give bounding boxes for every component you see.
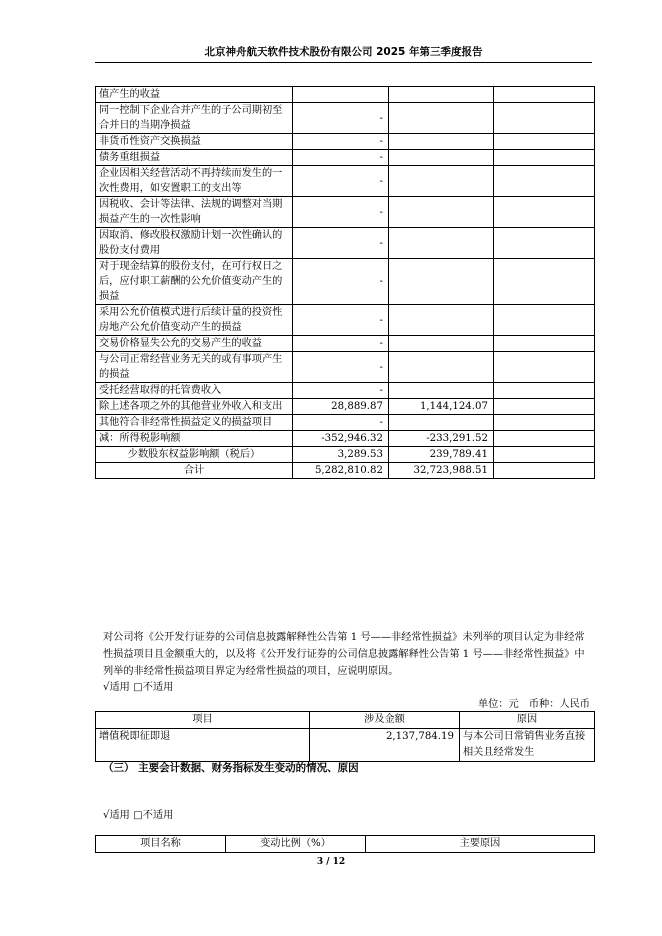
row-value — [389, 87, 494, 103]
table-row — [96, 383, 595, 399]
page-header: 北京神舟航天软件技术股份有限公司 2025 年第三季度报告 — [204, 46, 483, 58]
row-value — [389, 305, 494, 336]
row-label: 受托经营取得的托管费收入 — [96, 383, 293, 399]
change-reasons-table — [95, 835, 595, 853]
row-value — [389, 383, 494, 399]
header-rule — [95, 62, 592, 63]
table-header-row — [96, 836, 595, 853]
row-value: - — [293, 228, 389, 259]
row-label: 采用公允价值模式进行后续计量的投资性房地产公允价值变动产生的损益 — [96, 305, 293, 336]
row-value: - — [293, 103, 389, 134]
row-label: 与公司正常经营业务无关的或有事项产生的损益 — [96, 352, 293, 383]
explanation-paragraph: 对公司将《公开发行证券的公司信息披露解释性公告第 1 号——非经常性损益》未列举的项目认定为非经常性损益项目且金额重大的，以及将《公开发行证券的公司信息披露解释性公告第 1 号——非经常性损益》中列举的非经常性损益项目界定为经常性损益的项目，应说明原因。 — [103, 632, 585, 677]
row-value — [494, 447, 595, 463]
row-value: - — [293, 336, 389, 352]
row-value — [389, 228, 494, 259]
page-number: 3 / 12 — [316, 857, 346, 867]
reclassified-items-table — [95, 711, 595, 762]
row-value: - — [293, 352, 389, 383]
row-value — [494, 228, 595, 259]
row-label: 债务重组损益 — [96, 150, 293, 166]
table-row — [96, 447, 595, 463]
header-reason: 原因 — [460, 712, 595, 729]
row-value: - — [293, 383, 389, 399]
table-row — [96, 228, 595, 259]
table-row — [96, 415, 595, 431]
header-change-ratio: 变动比例（%） — [226, 836, 366, 853]
row-value: - — [293, 305, 389, 336]
row-value — [494, 87, 595, 103]
row-label: 因税收、会计等法律、法规的调整对当期损益产生的一次性影响 — [96, 197, 293, 228]
row-value — [389, 166, 494, 197]
row-value — [494, 463, 595, 479]
row-value: 239,789.41 — [389, 447, 494, 463]
row-value: 3,289.53 — [293, 447, 389, 463]
row-value — [389, 415, 494, 431]
row-value — [494, 336, 595, 352]
cell-item: 增值税即征即退 — [96, 729, 310, 762]
table-row — [96, 399, 595, 415]
row-value: 5,282,810.82 — [293, 463, 389, 479]
unit-currency-line: 单位：元 币种：人民币 — [477, 699, 590, 710]
table-header-row — [96, 712, 595, 729]
table-row — [96, 197, 595, 228]
table-row — [96, 150, 595, 166]
row-value: -352,946.32 — [293, 431, 389, 447]
row-value — [389, 150, 494, 166]
table-row — [96, 336, 595, 352]
header-amount: 涉及金额 — [310, 712, 460, 729]
row-value — [494, 259, 595, 305]
row-value — [494, 399, 595, 415]
row-value: - — [293, 134, 389, 150]
applicable-checkbox-line-1: √适用 □不适用 — [103, 682, 174, 693]
row-value — [494, 431, 595, 447]
table-row — [96, 352, 595, 383]
header-main-reason: 主要原因 — [366, 836, 595, 853]
row-value — [494, 352, 595, 383]
row-label: 因取消、修改股权激励计划一次性确认的股份支付费用 — [96, 228, 293, 259]
non-recurring-items-body — [96, 87, 595, 479]
row-label: 除上述各项之外的其他营业外收入和支出 — [96, 399, 293, 415]
row-value — [389, 336, 494, 352]
row-value — [494, 305, 595, 336]
non-recurring-items-table — [95, 86, 595, 479]
row-label: 对于现金结算的股份支付，在可行权日之后，应付职工薪酬的公允价值变动产生的损益 — [96, 259, 293, 305]
row-label: 交易价格显失公允的交易产生的收益 — [96, 336, 293, 352]
row-value — [389, 134, 494, 150]
row-value: - — [293, 197, 389, 228]
section-heading: （三） 主要会计数据、财务指标发生变动的情况、原因 — [103, 762, 359, 774]
row-value — [494, 103, 595, 134]
row-value: 32,723,988.51 — [389, 463, 494, 479]
row-value: 1,144,124.07 — [389, 399, 494, 415]
row-value — [389, 197, 494, 228]
row-label: 少数股东权益影响额（税后） — [96, 447, 293, 463]
row-value: - — [293, 415, 389, 431]
row-label: 非货币性资产交换损益 — [96, 134, 293, 150]
table-row — [96, 87, 595, 103]
cell-amount: 2,137,784.19 — [310, 729, 460, 762]
row-value — [389, 352, 494, 383]
header-item-name: 项目名称 — [96, 836, 226, 853]
table-row — [96, 463, 595, 479]
row-value — [293, 87, 389, 103]
table-row — [96, 431, 595, 447]
row-value — [494, 166, 595, 197]
row-label: 同一控制下企业合并产生的子公司期初至合并日的当期净损益 — [96, 103, 293, 134]
row-value — [389, 103, 494, 134]
table-row — [96, 103, 595, 134]
cell-reason: 与本公司日常销售业务直接相关且经常发生 — [460, 729, 595, 762]
row-label: 其他符合非经常性损益定义的损益项目 — [96, 415, 293, 431]
table-row — [96, 259, 595, 305]
row-value — [494, 383, 595, 399]
table-row — [96, 166, 595, 197]
row-value — [494, 134, 595, 150]
row-label: 合计 — [96, 463, 293, 479]
table-row — [96, 305, 595, 336]
row-value: -233,291.52 — [389, 431, 494, 447]
row-value: - — [293, 166, 389, 197]
table-row — [96, 134, 595, 150]
row-value — [389, 259, 494, 305]
table-row — [96, 729, 595, 762]
header-item: 项目 — [96, 712, 310, 729]
row-value — [494, 415, 595, 431]
applicable-checkbox-line-2: √适用 □不适用 — [103, 810, 174, 821]
row-value: - — [293, 259, 389, 305]
row-value: - — [293, 150, 389, 166]
row-label: 值产生的收益 — [96, 87, 293, 103]
row-value: 28,889.87 — [293, 399, 389, 415]
row-value — [494, 150, 595, 166]
row-value — [494, 197, 595, 228]
row-label: 企业因相关经营活动不再持续而发生的一次性费用，如安置职工的支出等 — [96, 166, 293, 197]
row-label: 减：所得税影响额 — [96, 431, 293, 447]
